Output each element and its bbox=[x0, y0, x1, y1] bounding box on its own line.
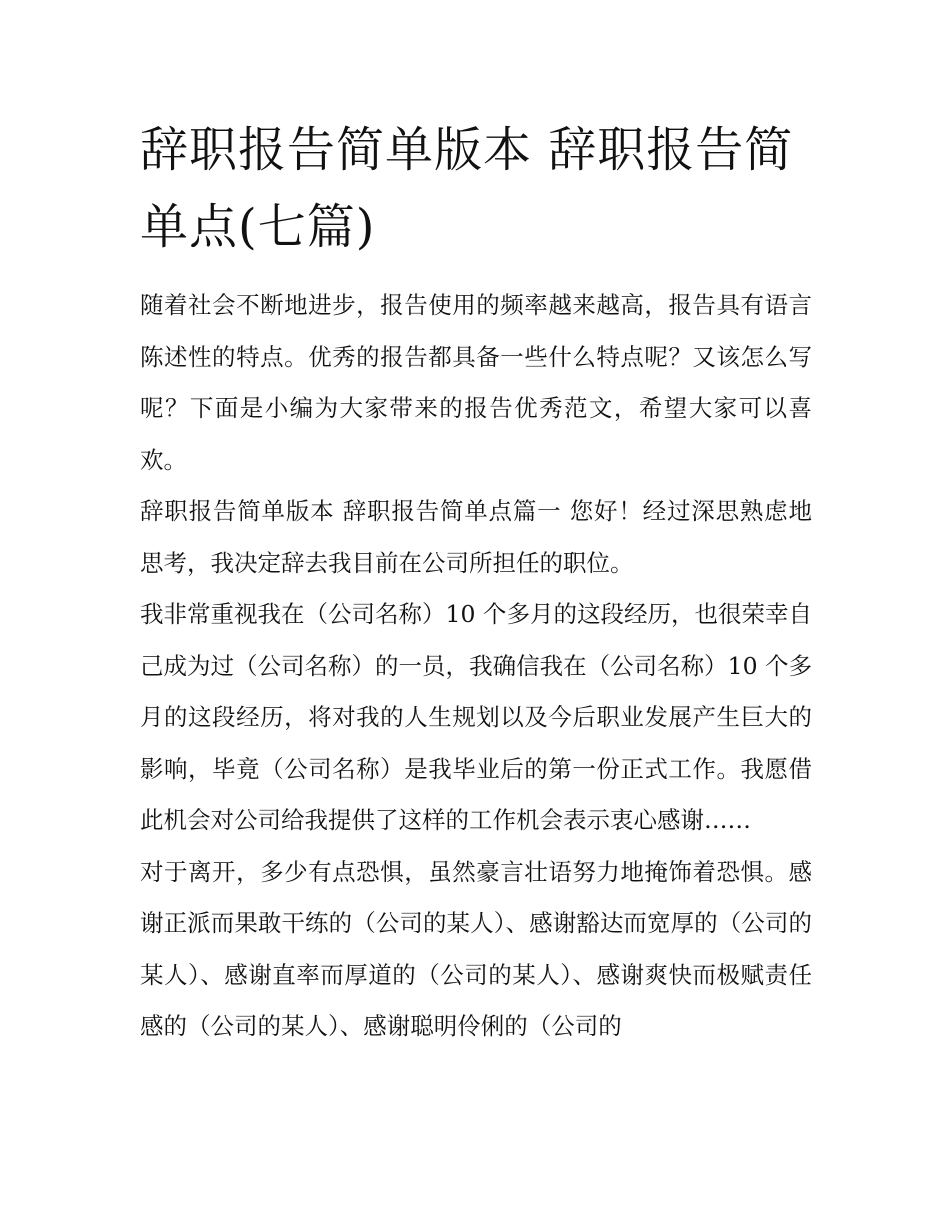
document-body bbox=[140, 280, 812, 1053]
document-page bbox=[140, 112, 812, 1053]
chapter-one-opening-paragraph: 辞职报告简单版本 辞职报告简单点篇一 您好！经过深思熟虑地思考，我决定辞去我目前在公司所担任的职位。 bbox=[140, 497, 812, 577]
gratitude-paragraph: 对于离开，多少有点恐惧，虽然豪言壮语努力地掩饰着恐惧。感谢正派而果敢干练的（公司的某人）、感谢豁达而宽厚的（公司的某人）、感谢直率而厚道的（公司的某人）、感谢爽快而极赋责任感的（公司的某人）、感谢聪明伶俐的（公司的 bbox=[140, 857, 812, 1040]
intro-paragraph: 随着社会不断地进步，报告使用的频率越来越高，报告具有语言陈述性的特点。优秀的报告都具备一些什么特点呢？又该怎么写呢？下面是小编为大家带来的报告优秀范文，希望大家可以喜欢。 bbox=[140, 291, 812, 474]
document-title: 辞职报告简单版本 辞职报告简单点(七篇) bbox=[140, 122, 794, 255]
experience-paragraph: 我非常重视我在（公司名称）10 个多月的这段经历，也很荣幸自己成为过（公司名称）的一员，我确信我在（公司名称）10 个多月的这段经历，将对我的人生规划以及今后职业发展产生巨大的影响，毕竟（公司名称）是我毕业后的第一份正式工作。我愿借此机会对公司给我提供了这样的工作机会表示衷心感谢…… bbox=[140, 600, 812, 834]
